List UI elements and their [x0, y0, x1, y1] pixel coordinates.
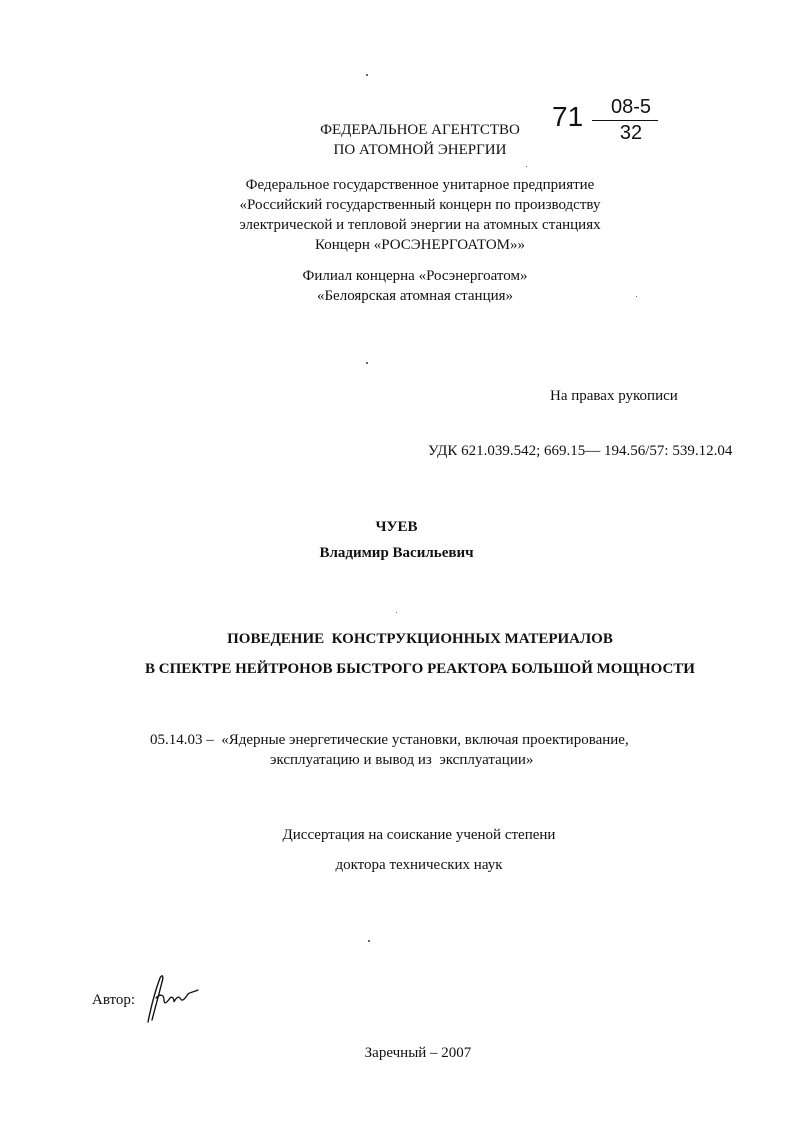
enterprise-line-1: Федеральное государственное унитарное предприятие: [245, 177, 595, 193]
handwritten-signature-icon: [142, 972, 202, 1026]
enterprise-line-3: электрической и тепловой энергии на атомных станциях: [239, 217, 601, 233]
branch-block: [230, 266, 600, 306]
place-year: Заречный – 2007: [364, 1045, 472, 1061]
branch-line-2: «Белоярская атомная станция»: [316, 288, 514, 304]
accession-code-numerator: 08-5: [610, 96, 652, 118]
enterprise-block: [180, 175, 660, 255]
scan-speck: [636, 296, 637, 297]
degree-block: [0, 820, 793, 880]
dissertation-title: [60, 624, 780, 684]
agency-line-1: ФЕДЕРАЛЬНОЕ АГЕНТСТВО: [320, 122, 520, 138]
scan-speck: [368, 940, 370, 942]
title-line-1: ПОВЕДЕНИЕ КОНСТРУКЦИОННЫХ МАТЕРИАЛОВ: [227, 631, 613, 647]
enterprise-line-4: Концерн «РОСЭНЕРГОАТОМ»»: [314, 237, 526, 253]
degree-line-1: Диссертация на соискание ученой степени: [282, 827, 556, 843]
accession-code-main: 71: [552, 101, 584, 132]
accession-code: [548, 96, 688, 156]
udk-classification: УДК 621.039.542; 669.15— 194.56/57: 539.12.04: [428, 443, 733, 459]
accession-code-denominator: 32: [619, 122, 643, 144]
author-name: Владимир Васильевич: [319, 545, 474, 561]
branch-line-1: Филиал концерна «Росэнергоатом»: [302, 268, 528, 284]
scan-speck: [526, 166, 527, 167]
scan-speck: [366, 362, 368, 364]
scan-speck: [366, 74, 368, 76]
degree-line-2: доктора технических наук: [335, 857, 503, 873]
specialty-line-1: 05.14.03 – «Ядерные энергетические установки, включая проектирование,: [150, 732, 629, 748]
specialty-block: [150, 730, 670, 770]
enterprise-line-2: «Российский государственный концерн по производству: [239, 197, 601, 213]
accession-code-fraction-bar: [592, 120, 658, 121]
agency-heading: [290, 120, 550, 160]
author-surname: ЧУЕВ: [375, 519, 418, 535]
scan-speck: [396, 612, 397, 613]
title-line-2: В СПЕКТРЕ НЕЙТРОНОВ БЫСТРОГО РЕАКТОРА БОЛЬШОЙ МОЩНОСТИ: [145, 661, 695, 677]
author-signature-label: Автор:: [92, 992, 136, 1008]
specialty-line-2: эксплуатацию и вывод из эксплуатации»: [270, 752, 534, 768]
manuscript-rights-note: На правах рукописи: [550, 388, 678, 404]
agency-line-2: ПО АТОМНОЙ ЭНЕРГИИ: [333, 142, 507, 158]
